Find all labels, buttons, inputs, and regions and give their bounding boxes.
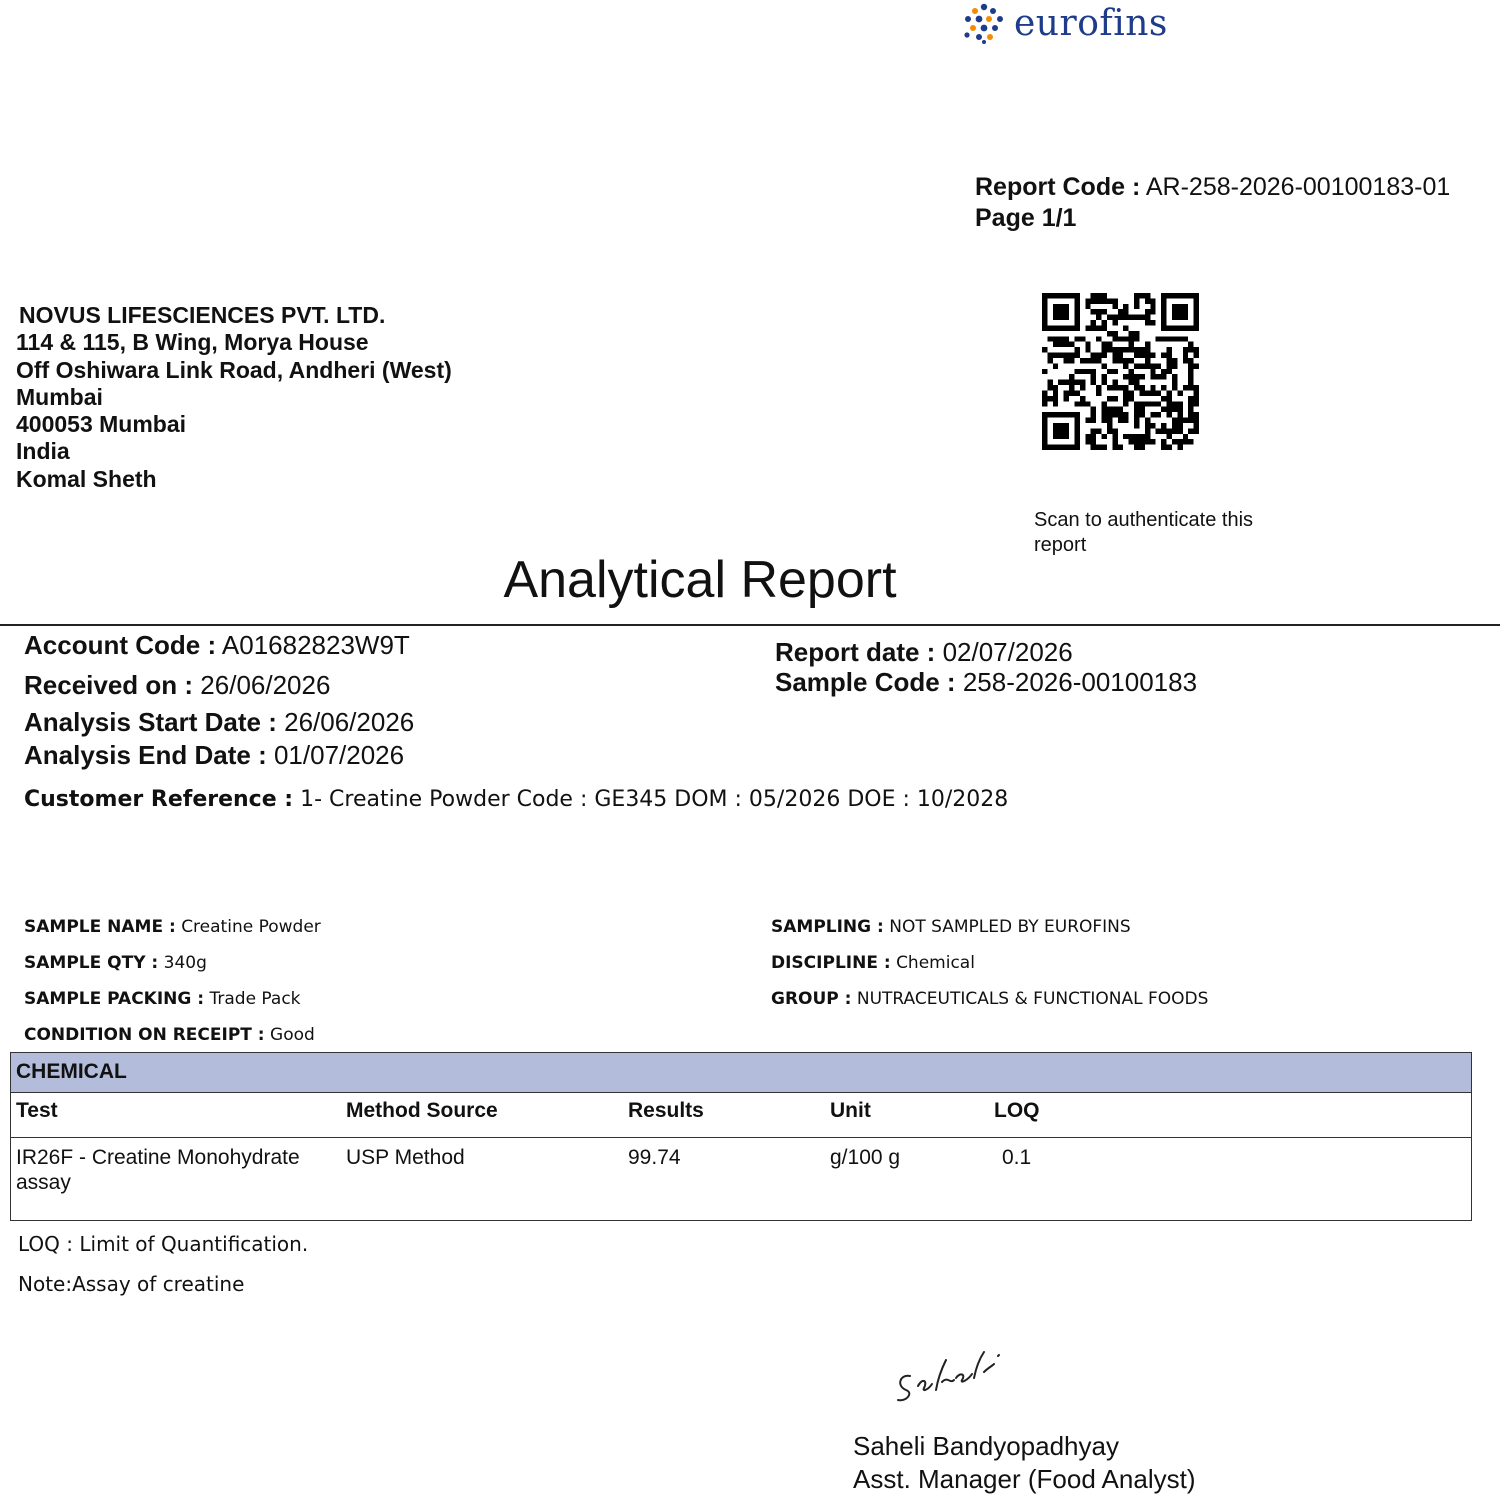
column-header-unit: Unit — [830, 1099, 871, 1122]
group — [771, 989, 1208, 1009]
report-code — [975, 172, 1450, 203]
sample-code — [775, 667, 1197, 698]
analysis-start-date — [24, 707, 414, 738]
account-code-label: Account Code : — [24, 630, 217, 660]
report-code-block — [975, 172, 1450, 234]
sample-qty-label: SAMPLE QTY : — [24, 953, 159, 973]
column-header-method: Method Source — [346, 1099, 498, 1122]
condition-value: Good — [270, 1025, 315, 1045]
section-label: CHEMICAL — [16, 1060, 127, 1083]
analysis-end-label: Analysis End Date : — [24, 740, 267, 770]
condition-on-receipt — [24, 1025, 315, 1045]
page-indicator: Page 1/1 — [975, 204, 1077, 232]
report-date — [775, 637, 1073, 668]
column-header-loq: LOQ — [994, 1099, 1040, 1122]
received-on-label: Received on : — [24, 670, 194, 700]
eurofins-wordmark: eurofins — [1014, 2, 1168, 44]
customer-reference — [24, 787, 1008, 812]
cell-unit: g/100 g — [830, 1146, 901, 1169]
signature-image — [888, 1338, 1018, 1408]
condition-label: CONDITION ON RECEIPT : — [24, 1025, 265, 1045]
sample-packing — [24, 989, 301, 1009]
sample-code-label: Sample Code : — [775, 667, 956, 697]
discipline-label: DISCIPLINE : — [771, 953, 891, 973]
discipline-value: Chemical — [896, 953, 975, 973]
signatory — [853, 1430, 1195, 1496]
address-line: Komal Sheth — [16, 465, 157, 492]
discipline — [771, 953, 975, 973]
analysis-end-value: 01/07/2026 — [273, 740, 405, 770]
section-header — [11, 1053, 1471, 1093]
group-value: NUTRACEUTICALS & FUNCTIONAL FOODS — [856, 989, 1209, 1009]
cell-method: USP Method — [346, 1146, 465, 1169]
results-table — [10, 1052, 1472, 1221]
sampling-value: NOT SAMPLED BY EUROFINS — [889, 917, 1131, 937]
report-date-value: 02/07/2026 — [942, 637, 1073, 667]
signatory-name: Saheli Bandyopadhyay — [853, 1431, 1119, 1461]
assay-note: Note:Assay of creatine — [18, 1272, 245, 1296]
customer-reference-label: Customer Reference : — [24, 787, 294, 812]
analysis-start-value: 26/06/2026 — [284, 707, 415, 737]
qr-caption: Scan to authenticate this report — [1034, 509, 1254, 556]
address-line: 400053 Mumbai — [16, 411, 187, 438]
address-line: India — [16, 438, 70, 465]
loq-definition: LOQ : Limit of Quantification. — [18, 1232, 309, 1256]
sample-code-value: 258-2026-00100183 — [962, 667, 1198, 697]
column-header-test: Test — [16, 1099, 58, 1122]
sample-packing-value: Trade Pack — [209, 989, 301, 1009]
eurofins-dots-icon — [962, 2, 1006, 44]
received-on — [24, 670, 330, 701]
sample-packing-label: SAMPLE PACKING : — [24, 989, 205, 1009]
customer-address — [16, 302, 452, 493]
received-on-value: 26/06/2026 — [200, 670, 331, 700]
sample-name — [24, 917, 321, 937]
report-code-value: AR-258-2026-00100183-01 — [1145, 173, 1451, 201]
analysis-start-label: Analysis Start Date : — [24, 707, 277, 737]
address-line: Off Oshiwara Link Road, Andheri (West) — [16, 356, 452, 383]
qr-code-icon[interactable] — [1042, 293, 1199, 450]
cell-test — [16, 1145, 300, 1195]
cell-loq: 0.1 — [1002, 1146, 1032, 1169]
cell-result: 99.74 — [628, 1146, 681, 1169]
table-header-row — [11, 1093, 1471, 1138]
report-code-label: Report Code : — [975, 173, 1141, 201]
sampling-label: SAMPLING : — [771, 917, 884, 937]
account-code — [24, 630, 410, 661]
sample-qty-value: 340g — [163, 953, 207, 973]
account-code-value: A01682823W9T — [221, 630, 410, 660]
group-label: GROUP : — [771, 989, 852, 1009]
test-name-line: IR26F - Creatine Monohydrate — [16, 1146, 300, 1169]
sample-name-label: SAMPLE NAME : — [24, 917, 176, 937]
address-line: NOVUS LIFESCIENCES PVT. LTD. — [19, 302, 386, 328]
sample-name-value: Creatine Powder — [181, 917, 321, 937]
sample-qty — [24, 953, 207, 973]
test-name-line: assay — [16, 1171, 71, 1194]
report-title: Analytical Report — [503, 551, 897, 609]
customer-reference-value: 1- Creatine Powder Code : GE345 DOM : 05/2026 DOE : 10/2028 — [300, 787, 1009, 812]
address-line: 114 & 115, B Wing, Morya House — [16, 329, 369, 356]
eurofins-logo — [962, 0, 1168, 46]
signatory-designation: Asst. Manager (Food Analyst) — [853, 1464, 1196, 1494]
column-header-results: Results — [628, 1099, 704, 1122]
address-line: Mumbai — [16, 383, 103, 410]
report-date-label: Report date : — [775, 637, 936, 667]
sampling — [771, 917, 1131, 937]
analysis-end-date — [24, 740, 404, 771]
title-divider — [0, 624, 1500, 626]
